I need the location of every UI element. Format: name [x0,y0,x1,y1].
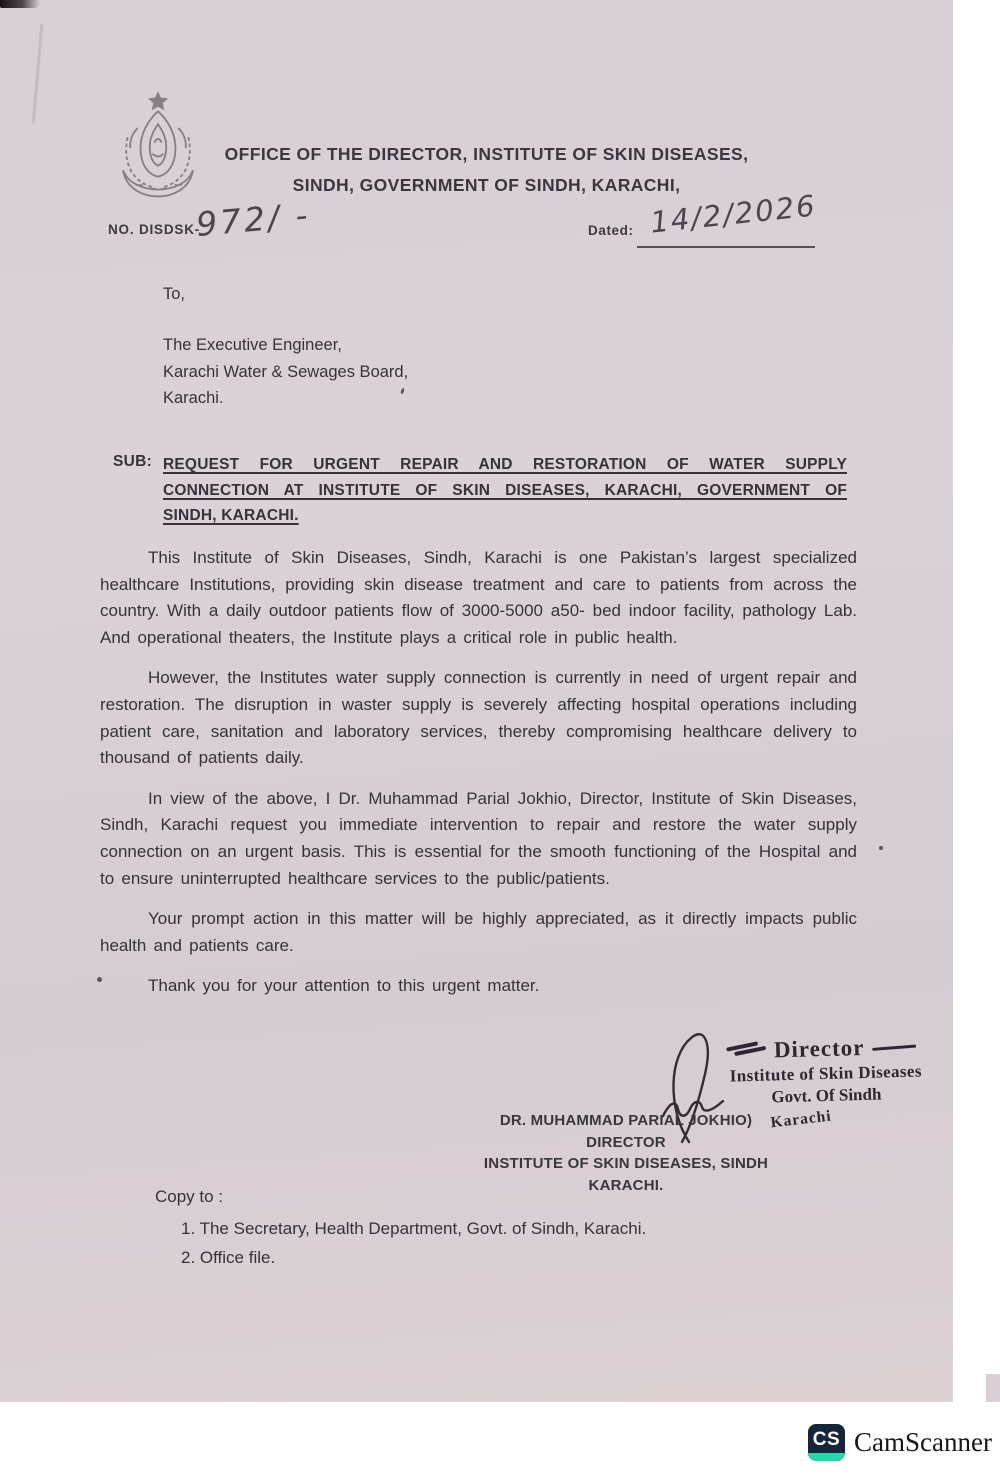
recipient-line: The Executive Engineer, [163,336,342,354]
scan-edge-artifact [986,1374,1000,1402]
recipient-line: Karachi Water & Sewages Board, [163,362,409,381]
camscanner-watermark [808,1424,992,1461]
camscanner-icon-accent [808,1453,845,1461]
reference-number-handwritten: 972/ - [194,195,312,244]
scan-corner-artifact [0,0,40,8]
date-handwritten: 14/2/2026 [648,188,819,240]
body-paragraph-3: In view of the above, I Dr. Muhammad Parial Jokhio, Director, Institute of Skin Diseases, Sindh, Karachi request you immediate intervention to repair and restore the water supply connection on an urgent basis. This is essential for the smooth functioning of the Hospital and to ensure uninterrupted healthcare services to the public/patients. [100,788,857,888]
recipient-address [163,332,408,412]
stamp-institute: Institute of Skin Diseases [729,1061,923,1086]
signer-city: KARACHI. [588,1176,664,1194]
camscanner-icon-text: CS [812,1429,841,1450]
subject-text [163,452,847,529]
salutation: To, [163,285,186,303]
copy-to-item: 2. Office file. [181,1247,276,1267]
signer-designation: DIRECTOR [586,1133,666,1151]
camscanner-brand-name: CamScanner [854,1427,992,1457]
body-paragraph-2: However, the Institutes water supply connection is currently in need of urgent repair and restoration. The disruption in waster supply is severely affecting hospital operations including patient care, sanitation and laboratory services, thereby compromising healthcare delivery to thousand of patients daily. [100,668,857,768]
stamp-city: Karachi [769,1107,833,1132]
copy-to-list [181,1215,646,1272]
body-paragraph-1: This Institute of Skin Diseases, Sindh, Karachi is one Pakistan’s largest specialized healthcare Institutions, providing skin disease treatment and care to patients from across the country. With a daily outdoor patients flow of 3000-5000 a50- bed indoor facility, pathology Lab. And operational theaters, the Institute plays a critical role in public health. [100,548,857,647]
letter-body [100,545,857,1014]
body-paragraph-5: Thank you for your attention to this urgent matter. [148,976,540,996]
date-label: Dated: [588,223,634,238]
reference-number-label: NO. DISDSK- [108,222,201,237]
letterhead-title-line1: OFFICE OF THE DIRECTOR, INSTITUTE OF SKIN DISEASES, [224,144,749,164]
subject-line: CONNECTION AT INSTITUTE OF SKIN DISEASES, KARACHI, GOVERNMENT OF [163,481,847,499]
subject-label: SUB: [113,453,153,470]
body-paragraph-4: Your prompt action in this matter will be highly appreciated, as it directly impacts public health and patients care. [100,909,857,955]
signer-name: DR. MUHAMMAD PARIAL JOKHIO) [499,1112,753,1129]
copy-to-label: Copy to : [155,1187,224,1206]
scan-speck [879,846,883,850]
signer-institute: INSTITUTE OF SKIN DISEASES, SINDH [483,1155,769,1172]
signature-block [430,1110,822,1196]
recipient-line: Karachi. [163,389,224,407]
scan-streak-artifact [32,24,44,124]
letterhead-title-line2: SINDH, GOVERNMENT OF SINDH, KARACHI, [292,175,681,195]
camscanner-icon [808,1424,845,1461]
scan-speck [97,977,102,982]
subject-line: REQUEST FOR URGENT REPAIR AND RESTORATION OF WATER SUPPLY [163,456,847,473]
subject-line: SINDH, KARACHI. [163,507,299,524]
stamp-flourish-icon [872,1044,916,1050]
copy-to-item: 1. The Secretary, Health Department, Govt. of Sindh, Karachi. [181,1219,647,1238]
stamp-title: Director [773,1034,865,1063]
stamp-govt: Govt. Of Sindh [771,1084,882,1107]
